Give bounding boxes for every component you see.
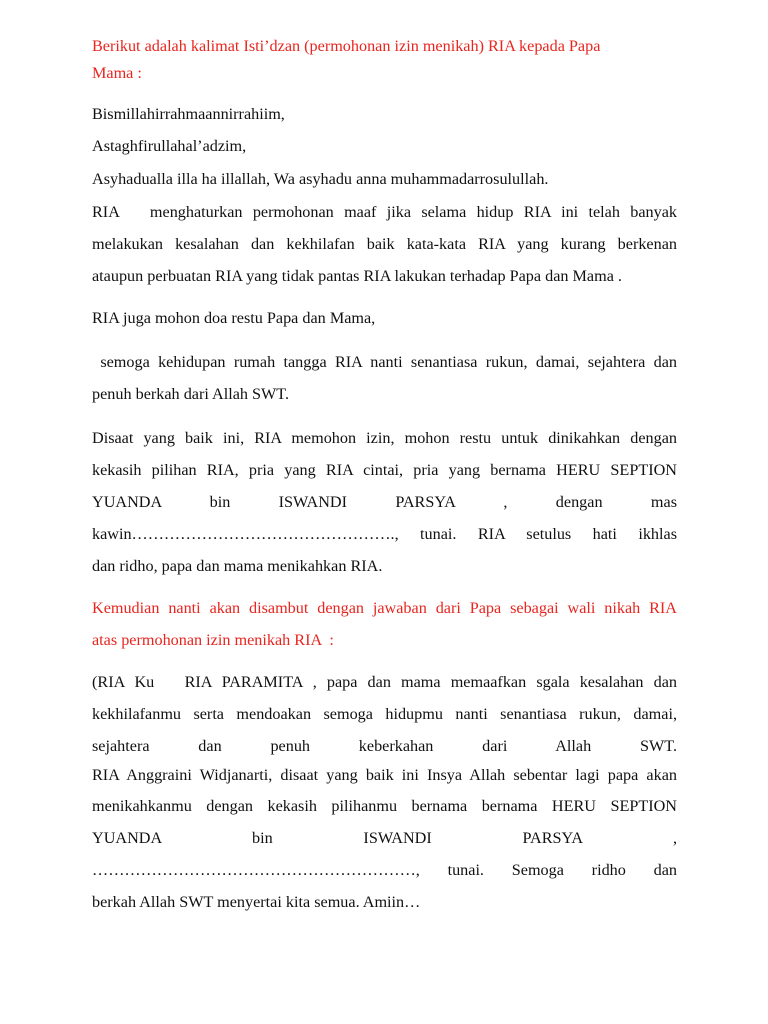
- opening-line: Asyhadualla illa ha illallah, Wa asyhadu anna muhammadarrosulullah.: [92, 170, 549, 188]
- request-line: dan ridho, papa dan mama menikahkan RIA.: [92, 557, 383, 575]
- opening-line: Bismillahirrahmaannirrahiim,: [92, 105, 285, 123]
- reply-heading-line: atas permohonan izin menikah RIA :: [92, 631, 334, 649]
- apology-line: RIA menghaturkan permohonan maaf jika selama hidup RIA ini telah banyak: [92, 203, 677, 221]
- intro-heading: [92, 32, 677, 90]
- opening-line: Astaghfirullahal’adzim,: [92, 137, 247, 155]
- reply-line: (RIA Ku RIA PARAMITA , papa dan mama memaafkan sgala kesalahan dan: [92, 673, 677, 691]
- reply-paragraph: [92, 666, 677, 918]
- intro-heading-line: Berikut adalah kalimat Isti’dzan (permohonan izin menikah) RIA kepada Papa: [92, 37, 601, 55]
- intro-heading-line: Mama :: [92, 64, 142, 82]
- document-page: [92, 32, 677, 918]
- request-line: Disaat yang baik ini, RIA memohon izin, mohon restu untuk dinikahkan dengan: [92, 429, 677, 447]
- hope-paragraph: [92, 346, 677, 410]
- request-line: YUANDA bin ISWANDI PARSYA , dengan mas: [92, 493, 677, 511]
- blessing-request-line: RIA juga mohon doa restu Papa dan Mama,: [92, 309, 376, 327]
- blessing-request: [92, 302, 677, 334]
- reply-line: RIA Anggraini Widjanarti, disaat yang baik ini Insya Allah sebentar lagi papa akan: [92, 766, 677, 784]
- apology-line: ataupun perbuatan RIA yang tidak pantas RIA lakukan terhadap Papa dan Mama .: [92, 267, 622, 285]
- hope-line: semoga kehidupan rumah tangga RIA nanti senantiasa rukun, damai, sejahtera dan: [92, 353, 677, 371]
- request-line: kawin…………………………………………., tunai. RIA setulus hati ikhlas: [92, 525, 677, 543]
- reply-line: berkah Allah SWT menyertai kita semua. Amiin…: [92, 893, 421, 911]
- hope-line: penuh berkah dari Allah SWT.: [92, 385, 290, 403]
- apology-line: melakukan kesalahan dan kekhilafan baik kata-kata RIA yang kurang berkenan: [92, 235, 677, 253]
- reply-line: ……………………………………………………, tunai. Semoga ridho dan: [92, 861, 677, 879]
- reply-line: kekhilafanmu serta mendoakan semoga hidupmu nanti senantiasa rukun, damai,: [92, 705, 677, 723]
- reply-line: sejahtera dan penuh keberkahan dari Allah SWT.: [92, 737, 677, 755]
- reply-line: YUANDA bin ISWANDI PARSYA ,: [92, 829, 677, 847]
- request-paragraph: [92, 422, 677, 582]
- request-line: kekasih pilihan RIA, pria yang RIA cintai, pria yang bernama HERU SEPTION: [92, 461, 677, 479]
- apology-paragraph: [92, 196, 677, 292]
- reply-line: menikahkanmu dengan kekasih pilihanmu bernama bernama HERU SEPTION: [92, 797, 677, 815]
- reply-heading-line: Kemudian nanti akan disambut dengan jawaban dari Papa sebagai wali nikah RIA: [92, 599, 677, 617]
- opening-section: [92, 98, 677, 196]
- reply-heading: [92, 592, 677, 656]
